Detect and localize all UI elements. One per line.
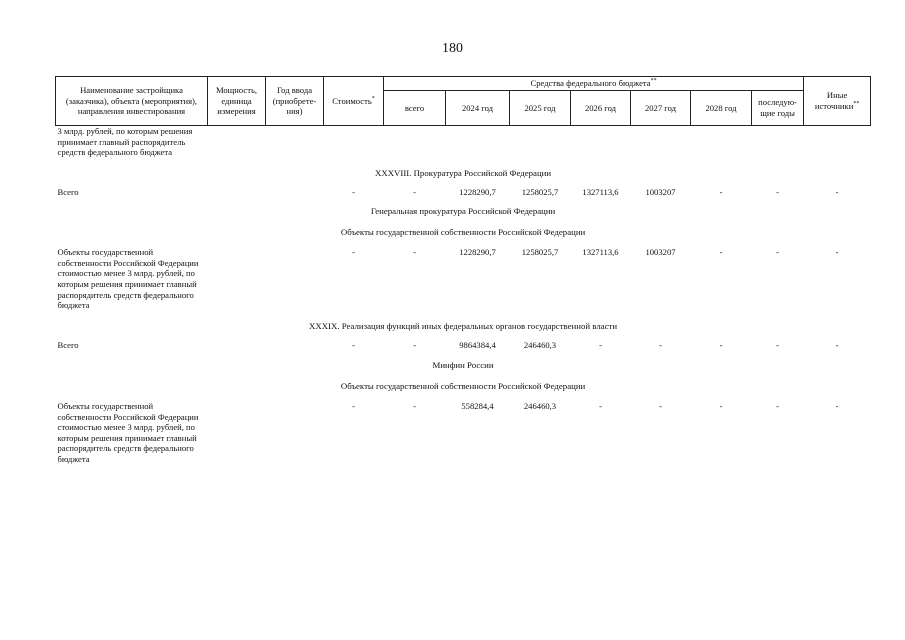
subsection-title: Генеральная прокуратура Российской Федерации bbox=[370, 205, 556, 216]
cell-2028: - bbox=[719, 340, 723, 351]
subsection-row bbox=[56, 351, 871, 371]
cell-other: - bbox=[835, 247, 839, 258]
cell-2025: 246460,3 bbox=[523, 340, 557, 351]
subsection-row bbox=[56, 217, 871, 238]
header-2028: 2028 год bbox=[691, 91, 752, 126]
header-2024: 2024 год bbox=[446, 91, 510, 126]
page-number: 180 bbox=[442, 41, 463, 56]
header-capacity: Мощность, единица измерения bbox=[208, 77, 266, 126]
cell-2026: - bbox=[599, 340, 602, 351]
table-row bbox=[56, 331, 871, 351]
cell-2027: - bbox=[659, 401, 662, 412]
cell-total: - bbox=[413, 340, 416, 351]
section-title-row bbox=[56, 158, 871, 179]
cell-later: - bbox=[776, 247, 779, 258]
table-row bbox=[56, 178, 871, 198]
cell-2027: - bbox=[659, 340, 662, 351]
cell-2026: - bbox=[599, 401, 602, 412]
cell-2024: 1228290,7 bbox=[459, 247, 496, 258]
header-other: Иные источники** bbox=[804, 77, 871, 126]
cell-other: - bbox=[835, 187, 839, 198]
cell-2028: - bbox=[719, 247, 723, 258]
section-title: XXXVIII. Прокуратура Российской Федерации bbox=[374, 167, 552, 178]
table-row bbox=[56, 237, 871, 311]
cell-later: - bbox=[776, 340, 779, 351]
table-header bbox=[56, 77, 871, 126]
header-later: последую-щие годы bbox=[752, 91, 804, 126]
cell-2024: 1228290,7 bbox=[459, 187, 496, 198]
row-label: Объекты государственной собственности Российской Федерации стоимостью менее 3 млрд. рублей, по которым решения принимает главный распорядитель средств федерального бюджета bbox=[57, 401, 199, 465]
cell-later: - bbox=[776, 401, 779, 412]
cell-cost: - bbox=[352, 187, 355, 198]
header-federal: Средства федерального бюджета** bbox=[384, 77, 804, 91]
header-2025: 2025 год bbox=[510, 91, 571, 126]
cell-2027: 1003207 bbox=[645, 247, 676, 258]
cell-cost: - bbox=[352, 401, 355, 412]
cell-2026: 1327113,6 bbox=[582, 187, 619, 198]
cell-2028: - bbox=[719, 401, 723, 412]
subsection-row bbox=[56, 371, 871, 392]
cell-2028: - bbox=[719, 187, 723, 198]
cell-later: - bbox=[776, 187, 779, 198]
budget-table bbox=[55, 76, 871, 465]
section-title: XXXIX. Реализация функций иных федеральных органов государственной власти bbox=[309, 320, 618, 331]
cell-other: - bbox=[835, 340, 839, 351]
row-label: Всего bbox=[57, 187, 79, 198]
row-label: Всего bbox=[57, 340, 79, 351]
cell-2024: 558284,4 bbox=[461, 401, 494, 412]
subsection-title: Объекты государственной собственности Российской Федерации bbox=[340, 226, 586, 237]
header-name: Наименование застройщика (заказчика), объекта (мероприятия), направления инвестирования bbox=[56, 77, 208, 126]
cell-other: - bbox=[835, 401, 839, 412]
cell-total: - bbox=[413, 401, 416, 412]
cell-2025: 1258025,7 bbox=[521, 247, 559, 258]
table-row bbox=[56, 391, 871, 465]
header-year: Год ввода (приобрете-ния) bbox=[266, 77, 324, 126]
subsection-title: Объекты государственной собственности Российской Федерации bbox=[340, 380, 586, 391]
header-2027: 2027 год bbox=[631, 91, 691, 126]
section-title-row bbox=[56, 311, 871, 332]
cell-2024: 9864384,4 bbox=[459, 340, 496, 351]
cell-total: - bbox=[413, 247, 416, 258]
subsection-row bbox=[56, 198, 871, 217]
cell-cost: - bbox=[352, 340, 355, 351]
cell-2025: 246460,3 bbox=[523, 401, 557, 412]
header-2026: 2026 год bbox=[571, 91, 631, 126]
cell-2026: 1327113,6 bbox=[582, 247, 619, 258]
header-cost: Стоимость* bbox=[324, 77, 384, 126]
cell-2027: 1003207 bbox=[645, 187, 676, 198]
continued-row-label: 3 млрд. рублей, по которым решения принимает главный распорядитель средств федерального бюджета bbox=[57, 126, 193, 158]
subsection-title: Минфин России bbox=[432, 359, 494, 370]
cell-total: - bbox=[413, 187, 416, 198]
table-row bbox=[56, 126, 871, 158]
row-label: Объекты государственной собственности Российской Федерации стоимостью менее 3 млрд. рублей, по которым решения принимает главный распорядитель средств федерального бюджета bbox=[57, 247, 199, 311]
cell-2025: 1258025,7 bbox=[521, 187, 559, 198]
cell-cost: - bbox=[352, 247, 355, 258]
header-total: всего bbox=[384, 91, 446, 126]
